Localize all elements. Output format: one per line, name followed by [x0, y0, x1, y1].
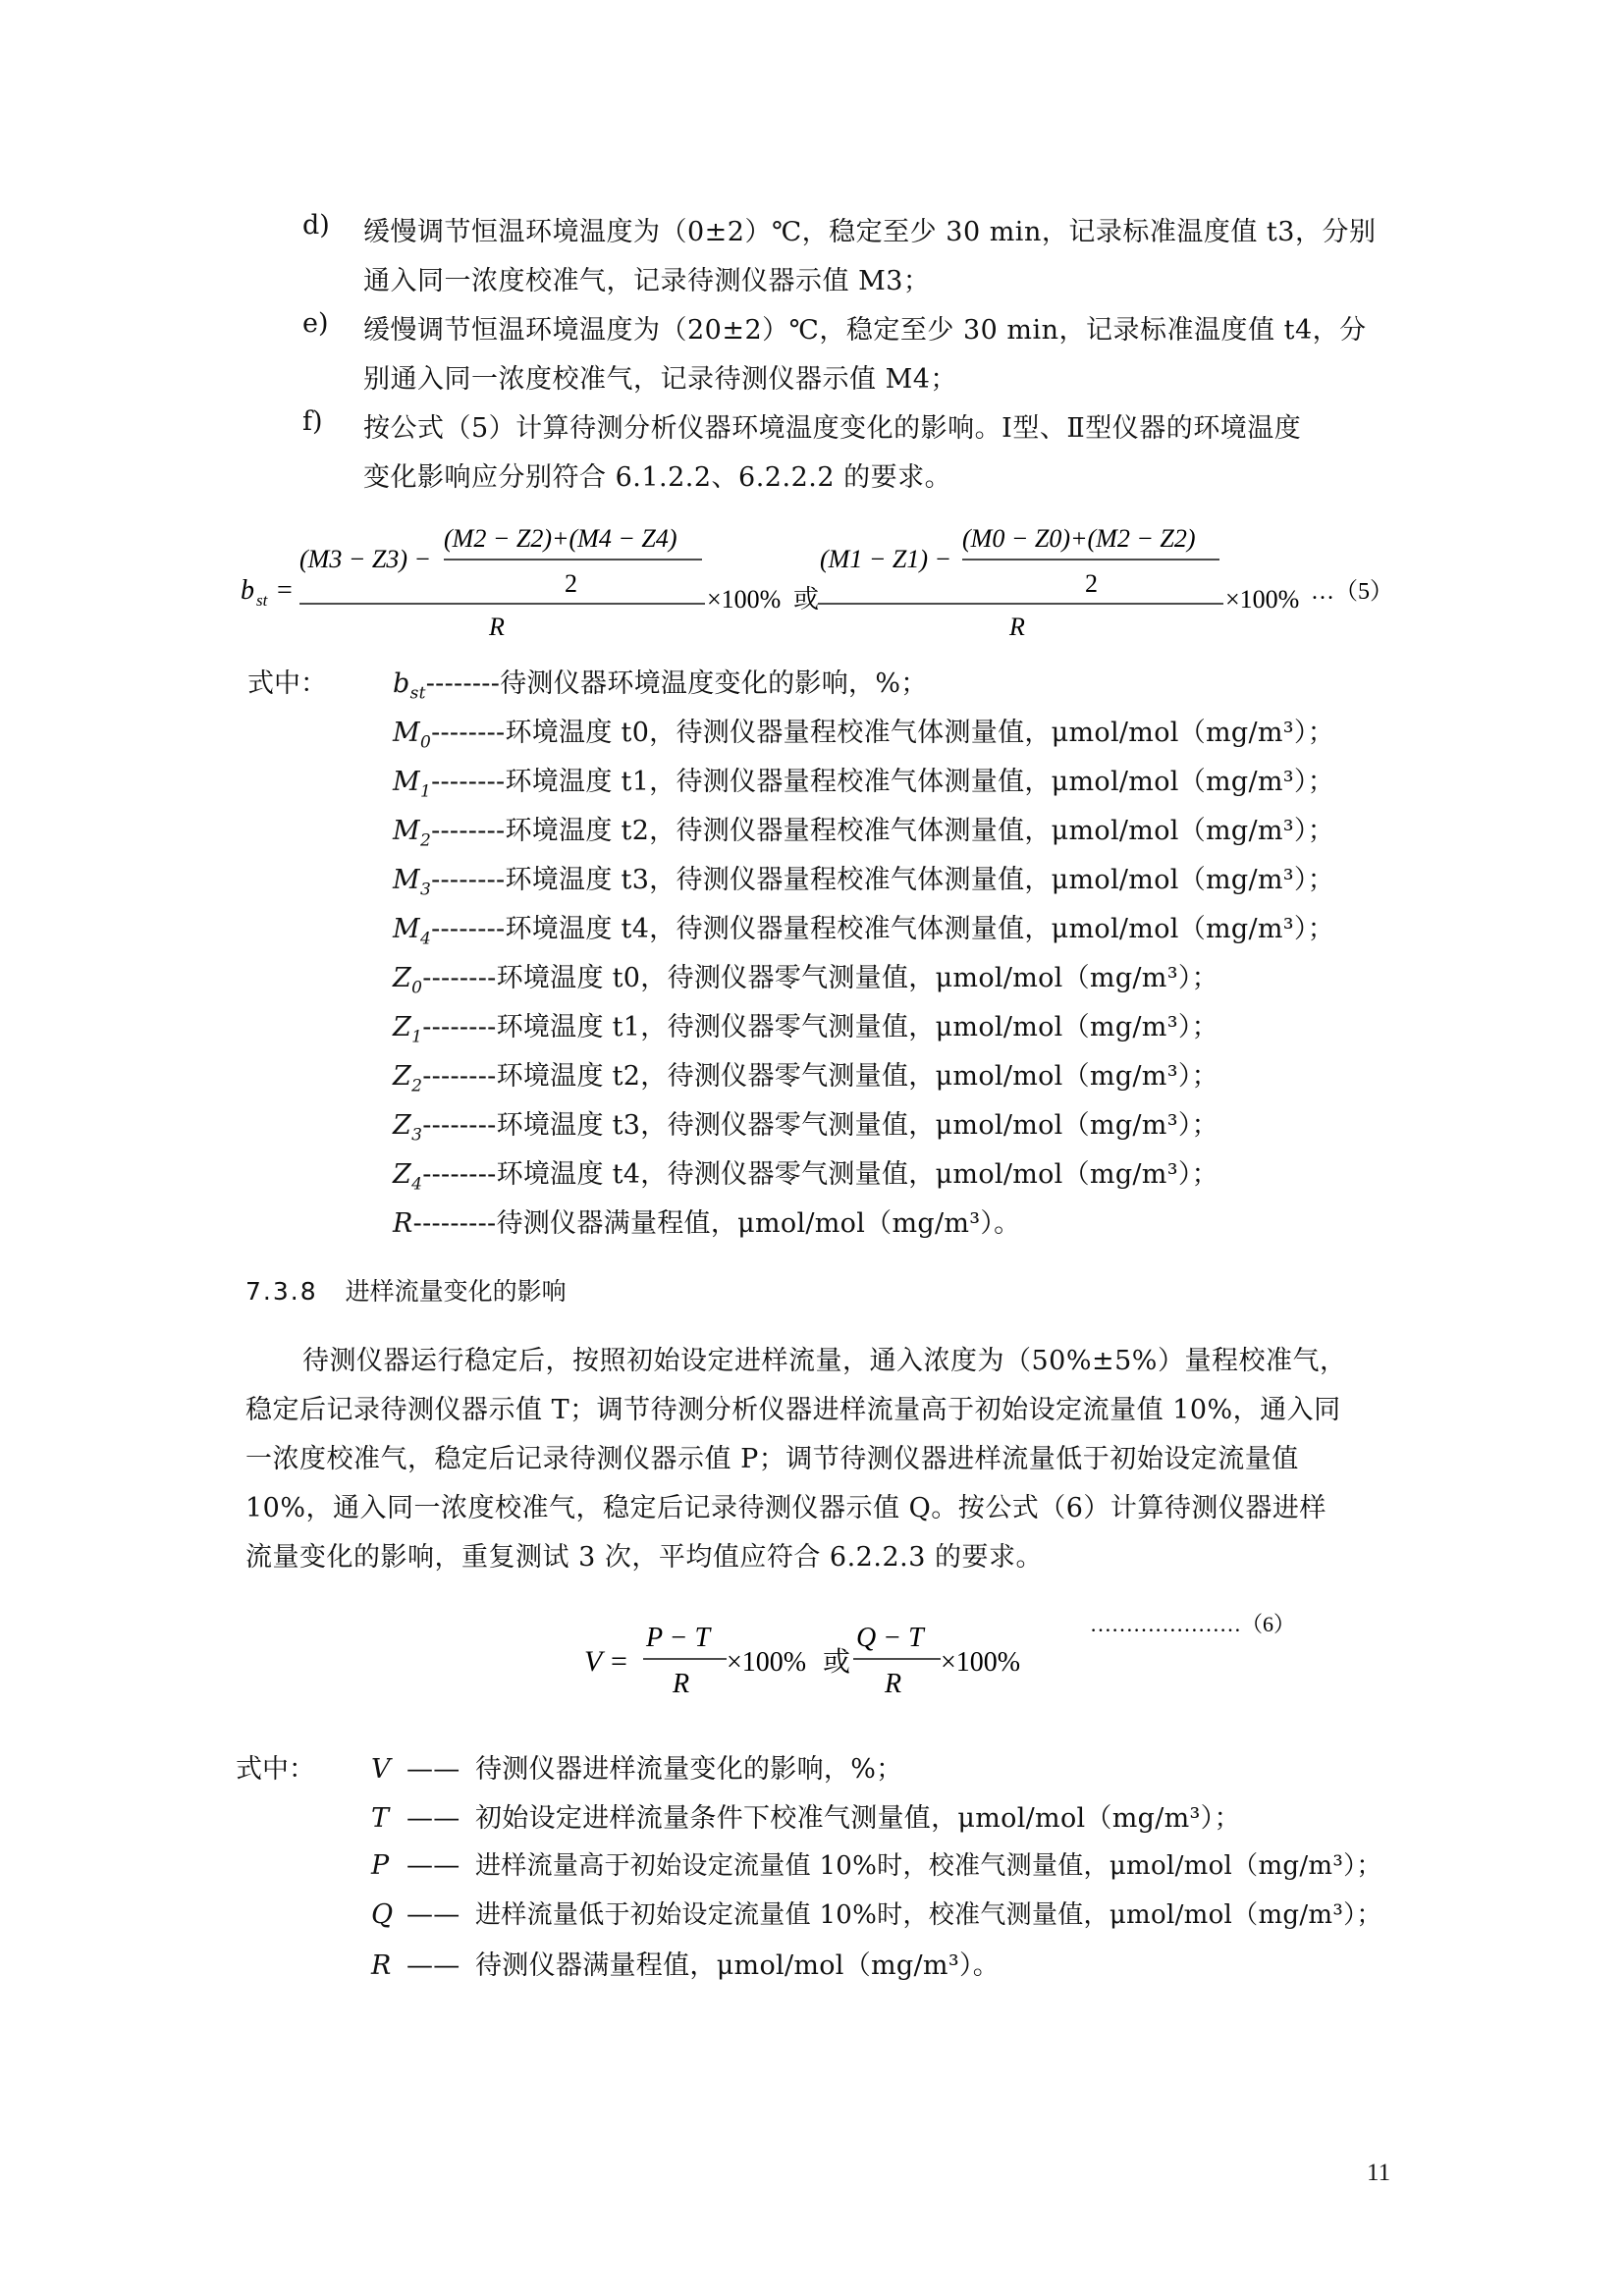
formula5-or: 或	[793, 585, 820, 614]
def-dash: ——	[406, 1803, 460, 1834]
formula6-denom2: R	[885, 1669, 902, 1699]
where-label: 式中：	[236, 1754, 315, 1785]
formula5-lhs-sub: st	[256, 591, 268, 610]
def-text: --------环境温度 t2，待测仪器量程校准气体测量值，μmol/mol（mg/m³）；	[431, 816, 1335, 846]
def-symbol-sub: 2	[419, 830, 432, 851]
def-symbol: R	[393, 1208, 413, 1239]
def-text: --------环境温度 t1，待测仪器量程校准气体测量值，μmol/mol（mg/m³）；	[431, 767, 1335, 797]
formula5-right-inner-denom: 2	[1085, 569, 1098, 598]
def-text: 待测仪器进样流量变化的影响，%；	[475, 1754, 903, 1785]
page-number: 11	[1367, 2160, 1391, 2186]
formula5-left-numer: (M3 − Z3) −	[299, 545, 432, 573]
formula6-denom1: R	[673, 1669, 690, 1699]
section-title: 进样流量变化的影响	[345, 1277, 567, 1306]
item-letter: d)	[302, 210, 330, 240]
paragraph-line: 10%，通入同一浓度校准气，稳定后记录待测仪器示值 Q。按公式（6）计算待测仪器进样	[245, 1493, 1326, 1523]
definition-row	[393, 956, 1218, 997]
definition-row	[371, 1895, 1382, 1931]
formula6-lhs: V	[584, 1645, 603, 1678]
formula5-left-inner-numer: (M2 − Z2)+(M4 − Z4)	[444, 524, 677, 553]
def-text: 进样流量低于初始设定流量值 10%时，校准气测量值，μmol/mol（mg/m³）；	[475, 1900, 1382, 1930]
def-symbol-sub: 3	[419, 880, 432, 900]
formula5-right-numer: (M1 − Z1) −	[820, 545, 952, 573]
definition-row	[393, 809, 1334, 850]
def-symbol-sub: 3	[411, 1125, 423, 1146]
definition-row	[371, 1796, 1241, 1835]
formula5-left-denom: R	[489, 613, 505, 641]
formula5-right-inner-numer: (M0 − Z0)+(M2 − Z2)	[962, 524, 1196, 553]
def-symbol: M	[393, 816, 420, 846]
def-text: --------环境温度 t0，待测仪器零气测量值，μmol/mol（mg/m³）；	[422, 963, 1218, 993]
formula5-number: …（5）	[1311, 579, 1393, 605]
def-dash: ——	[406, 1950, 460, 1981]
formula6-equals: =	[611, 1645, 627, 1678]
formula5-lhs: b	[241, 575, 254, 606]
def-symbol-sub: 1	[419, 781, 432, 802]
def-symbol: Z	[393, 1061, 412, 1092]
def-text: --------环境温度 t3，待测仪器零气测量值，μmol/mol（mg/m³）；	[422, 1110, 1218, 1141]
def-symbol: b	[393, 668, 410, 699]
definition-row	[393, 1201, 1021, 1240]
def-symbol-sub: 4	[411, 1174, 423, 1195]
def-dash: ——	[406, 1899, 460, 1930]
def-symbol-sub: st	[409, 683, 426, 704]
def-symbol-sub: 4	[419, 929, 432, 949]
formula6-mult2: ×100%	[941, 1647, 1021, 1678]
formula6-numer2: Q − T	[856, 1623, 924, 1653]
def-symbol: Z	[393, 963, 412, 993]
def-symbol-sub: 0	[419, 732, 432, 753]
formula5-mult: ×100%	[707, 585, 782, 614]
def-symbol: T	[371, 1803, 390, 1834]
paragraph-line: 稳定后记录待测仪器示值 T；调节待测分析仪器进样流量高于初始设定流量值 10%，通入同	[245, 1395, 1341, 1425]
definition-row	[393, 1103, 1218, 1145]
formula6-numer1: P − T	[646, 1623, 711, 1653]
def-symbol: P	[371, 1850, 390, 1881]
definition-row	[371, 1944, 1000, 1982]
formula6-mult: ×100%	[727, 1647, 807, 1678]
def-text: --------环境温度 t4，待测仪器零气测量值，μmol/mol（mg/m³）；	[422, 1159, 1218, 1190]
def-symbol: Z	[393, 1012, 412, 1042]
item-line: 缓慢调节恒温环境温度为（20±2）℃，稳定至少 30 min，记录标准温度值 t4，分	[363, 315, 1367, 346]
def-symbol-sub: 1	[411, 1027, 423, 1047]
formula5-mult2: ×100%	[1225, 585, 1300, 614]
definition-row	[393, 662, 928, 703]
formula5-left-inner-denom: 2	[565, 569, 577, 598]
item-line: 按公式（5）计算待测分析仪器环境温度变化的影响。Ⅰ型、Ⅱ型仪器的环境温度	[363, 413, 1302, 444]
definition-row	[393, 907, 1334, 948]
def-symbol: V	[371, 1754, 391, 1785]
item-line: 变化影响应分别符合 6.1.2.2、6.2.2.2 的要求。	[363, 462, 952, 493]
formula6-or: 或	[823, 1647, 851, 1678]
def-symbol: R	[371, 1950, 392, 1981]
formula6-number: …………………（6）	[1090, 1612, 1296, 1636]
def-text: 初始设定进样流量条件下校准气测量值，μmol/mol（mg/m³）；	[475, 1803, 1241, 1834]
item-letter: f)	[302, 406, 323, 437]
paragraph-line: 待测仪器运行稳定后，按照初始设定进样流量，通入浓度为（50%±5%）量程校准气，	[302, 1346, 1347, 1376]
where-label: 式中：	[247, 668, 327, 699]
item-letter: e)	[302, 308, 329, 339]
formula5-equals: =	[277, 575, 293, 606]
def-symbol-sub: 2	[411, 1076, 423, 1096]
definition-row	[393, 711, 1334, 752]
formula-6	[569, 1602, 1414, 1710]
def-symbol-sub: 0	[411, 978, 423, 998]
def-symbol: Q	[371, 1899, 394, 1930]
def-text: --------环境温度 t4，待测仪器量程校准气体测量值，μmol/mol（mg/m³）；	[431, 914, 1335, 944]
def-dash: ——	[406, 1850, 460, 1881]
definition-row	[393, 1005, 1218, 1046]
def-text: --------环境温度 t0，待测仪器量程校准气体测量值，μmol/mol（mg/m³）；	[431, 718, 1335, 748]
def-symbol: M	[393, 914, 420, 944]
item-line: 缓慢调节恒温环境温度为（0±2）℃，稳定至少 30 min，记录标准温度值 t3，分别	[363, 217, 1377, 247]
section-number: 7.3.8	[245, 1277, 318, 1306]
definition-row	[371, 1845, 1382, 1882]
item-line: 通入同一浓度校准气，记录待测仪器示值 M3；	[363, 266, 931, 296]
definition-row	[371, 1747, 902, 1786]
paragraph-line: 流量变化的影响，重复测试 3 次，平均值应符合 6.2.2.3 的要求。	[245, 1542, 1043, 1573]
definition-row	[393, 1054, 1218, 1095]
definition-row	[393, 1152, 1218, 1194]
definition-row	[393, 760, 1334, 801]
formula-5	[226, 515, 1424, 643]
def-symbol: Z	[393, 1159, 412, 1190]
def-symbol: M	[393, 767, 420, 797]
def-symbol: M	[393, 718, 420, 748]
def-dash: ——	[406, 1754, 460, 1785]
def-text: 进样流量高于初始设定流量值 10%时，校准气测量值，μmol/mol（mg/m³）；	[475, 1851, 1382, 1881]
section-heading	[245, 1272, 567, 1308]
def-text: --------待测仪器环境温度变化的影响，%；	[425, 668, 928, 699]
def-text: --------环境温度 t3，待测仪器量程校准气体测量值，μmol/mol（mg/m³）；	[431, 865, 1335, 895]
definition-row	[393, 858, 1334, 899]
paragraph-line: 一浓度校准气，稳定后记录待测仪器示值 P；调节待测仪器进样流量低于初始设定流量值	[245, 1444, 1299, 1474]
def-text: ---------待测仪器满量程值，μmol/mol（mg/m³）。	[412, 1208, 1021, 1239]
def-text: --------环境温度 t1，待测仪器零气测量值，μmol/mol（mg/m³）；	[422, 1012, 1218, 1042]
item-line: 别通入同一浓度校准气，记录待测仪器示值 M4；	[363, 364, 957, 395]
def-symbol: Z	[393, 1110, 412, 1141]
def-text: 待测仪器满量程值，μmol/mol（mg/m³）。	[475, 1950, 1001, 1981]
def-text: --------环境温度 t2，待测仪器零气测量值，μmol/mol（mg/m³）；	[422, 1061, 1218, 1092]
formula5-right-denom: R	[1009, 613, 1025, 641]
def-symbol: M	[393, 865, 420, 895]
